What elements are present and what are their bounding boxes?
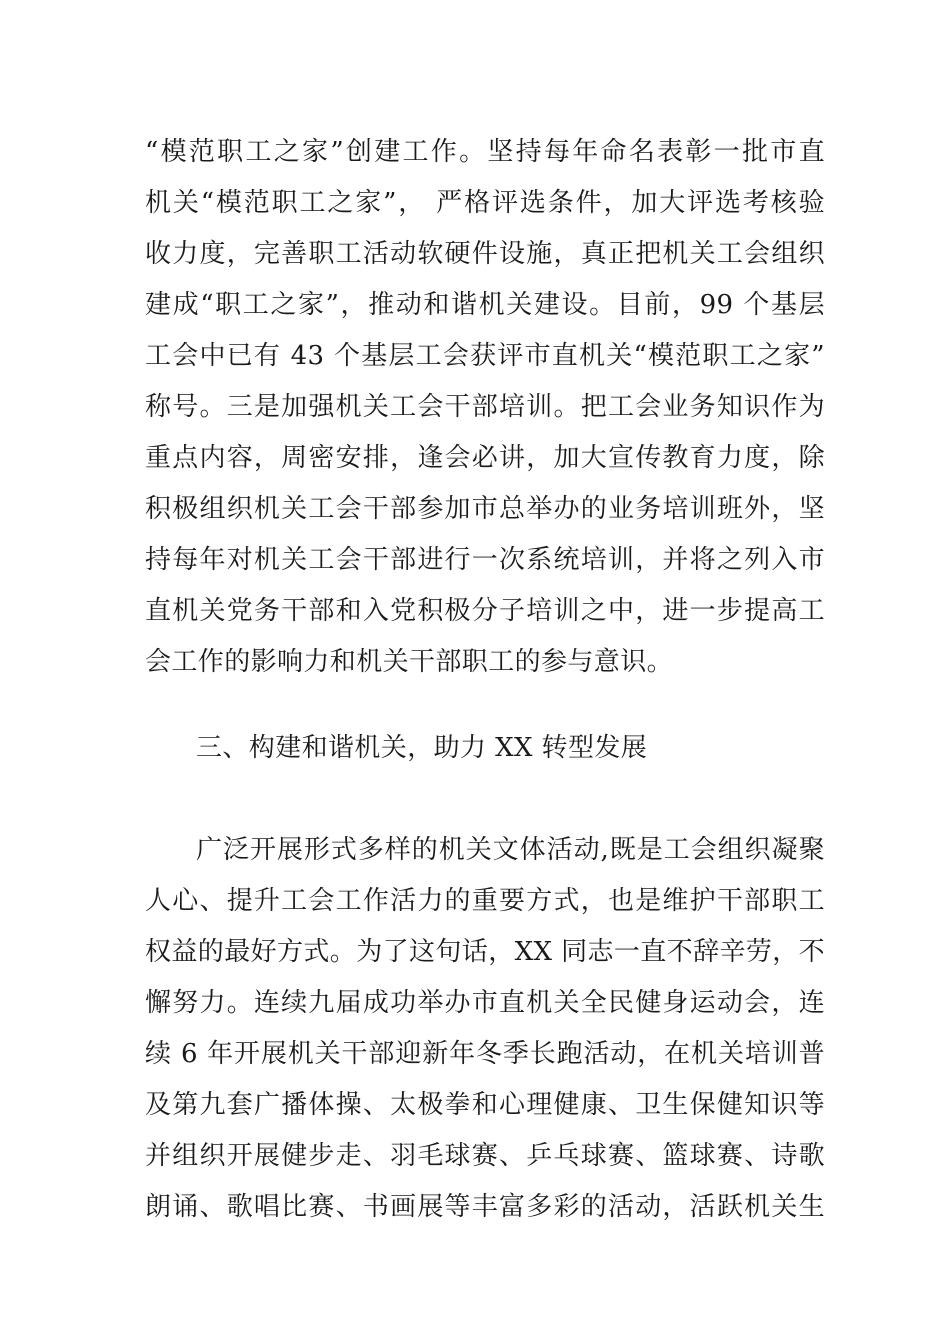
paragraph-1-line-6: 称号。三是加强机关工会干部培训。把工会业务知识作为	[145, 392, 825, 422]
paragraph-1-line-1: “模范职工之家”创建工作。坚持每年命名表彰一批市直	[145, 137, 825, 167]
paragraph-1-line-10: 直机关党务干部和入党积极分子培训之中，进一步提高工	[145, 596, 825, 626]
paragraph-1-line-8: 积极组织机关工会干部参加市总举办的业务培训班外，坚	[145, 494, 825, 524]
section-heading: 三、构建和谐机关，助力 XX 转型发展	[196, 733, 648, 763]
paragraph-2-line-6: 及第九套广播体操、太极拳和心理健康、卫生保健知识等	[145, 1090, 825, 1120]
paragraph-2-line-4: 懈努力。连续九届成功举办市直机关全民健身运动会，连	[145, 988, 825, 1018]
paragraph-2-line-7: 并组织开展健步走、羽毛球赛、乒乓球赛、篮球赛、诗歌	[145, 1141, 825, 1171]
paragraph-2-line-8: 朗诵、歌唱比赛、书画展等丰富多彩的活动，活跃机关生	[145, 1192, 825, 1222]
paragraph-2-line-3: 权益的最好方式。为了这句话，XX 同志一直不辞辛劳，不	[145, 937, 826, 967]
paragraph-2-line-5: 续 6 年开展机关干部迎新年冬季长跑活动，在机关培训普	[145, 1039, 825, 1069]
paragraph-1-line-9: 持每年对机关工会干部进行一次系统培训，并将之列入市	[145, 545, 825, 575]
paragraph-1-line-4: 建成“职工之家”，推动和谐机关建设。目前，99 个基层	[145, 290, 825, 320]
paragraph-1-line-2: 机关“模范职工之家”， 严格评选条件，加大评选考核验	[145, 188, 825, 218]
paragraph-1-line-3: 收力度，完善职工活动软硬件设施，真正把机关工会组织	[145, 239, 825, 269]
paragraph-1-line-7: 重点内容，周密安排，逢会必讲，加大宣传教育力度，除	[145, 443, 825, 473]
paragraph-1-line-5: 工会中已有 43 个基层工会获评市直机关“模范职工之家”	[145, 341, 825, 371]
paragraph-1-line-11: 会工作的影响力和机关干部职工的参与意识。	[145, 647, 674, 677]
paragraph-2-line-1: 广泛开展形式多样的机关文体活动,既是工会组织凝聚	[196, 835, 825, 865]
paragraph-2-line-2: 人心、提升工会工作活力的重要方式，也是维护干部职工	[145, 886, 825, 916]
